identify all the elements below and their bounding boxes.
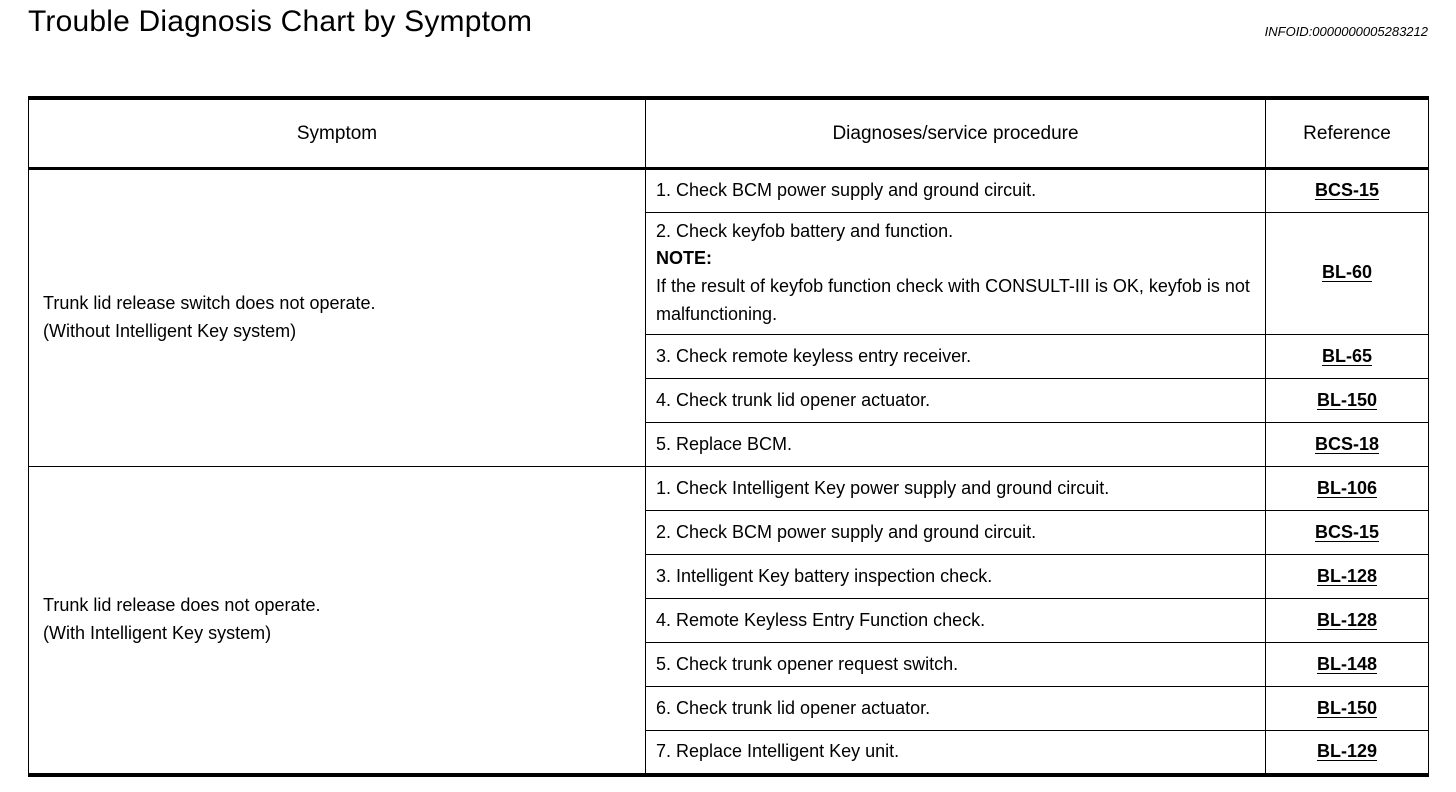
procedure-cell: 4. Remote Keyless Entry Function check. xyxy=(646,599,1266,643)
reference-cell xyxy=(1266,423,1429,467)
symptom-line: (With Intelligent Key system) xyxy=(43,622,272,643)
procedure-line: 2. Check keyfob battery and function. xyxy=(656,220,954,241)
symptom-line: Trunk lid release does not operate. xyxy=(43,594,321,615)
symptom-line: Trunk lid release switch does not operate. xyxy=(43,292,376,313)
procedure-cell: 3. Intelligent Key battery inspection check. xyxy=(646,555,1266,599)
symptom-cell xyxy=(29,467,646,775)
reference-link[interactable]: BL-60 xyxy=(1321,262,1372,283)
symptom-cell xyxy=(29,168,646,467)
reference-cell xyxy=(1266,168,1429,212)
header-symptom: Symptom xyxy=(29,98,646,168)
reference-cell xyxy=(1266,643,1429,687)
procedure-cell: 5. Replace BCM. xyxy=(646,423,1266,467)
procedure-cell: 6. Check trunk lid opener actuator. xyxy=(646,687,1266,731)
reference-link[interactable]: BL-150 xyxy=(1316,697,1378,718)
reference-link[interactable]: BCS-15 xyxy=(1314,521,1380,542)
reference-link[interactable]: BCS-15 xyxy=(1314,179,1380,200)
reference-link[interactable]: BL-128 xyxy=(1316,565,1378,586)
procedure-cell: 1. Check Intelligent Key power supply and ground circuit. xyxy=(646,467,1266,511)
reference-cell xyxy=(1266,555,1429,599)
reference-cell xyxy=(1266,511,1429,555)
reference-link[interactable]: BL-148 xyxy=(1316,653,1378,674)
reference-link[interactable]: BL-150 xyxy=(1316,389,1378,410)
symptom-line: (Without Intelligent Key system) xyxy=(43,320,297,341)
reference-cell xyxy=(1266,731,1429,775)
reference-link[interactable]: BL-106 xyxy=(1316,477,1378,498)
procedure-cell xyxy=(646,212,1266,335)
procedure-cell: 5. Check trunk opener request switch. xyxy=(646,643,1266,687)
table-header-row xyxy=(29,98,1429,168)
header-procedure: Diagnoses/service procedure xyxy=(646,98,1266,168)
page-header xyxy=(28,4,1428,40)
reference-cell xyxy=(1266,687,1429,731)
reference-link[interactable]: BL-128 xyxy=(1316,609,1378,630)
table-row xyxy=(29,168,1429,212)
reference-link[interactable]: BL-65 xyxy=(1321,345,1372,366)
reference-cell xyxy=(1266,379,1429,423)
procedure-cell: 1. Check BCM power supply and ground circuit. xyxy=(646,168,1266,212)
infoid-label: INFOID:0000000005283212 xyxy=(1264,24,1428,39)
procedure-cell: 4. Check trunk lid opener actuator. xyxy=(646,379,1266,423)
table-row xyxy=(29,467,1429,511)
diagnosis-table xyxy=(28,96,1429,777)
procedure-cell: 2. Check BCM power supply and ground circuit. xyxy=(646,511,1266,555)
procedure-cell: 3. Check remote keyless entry receiver. xyxy=(646,335,1266,379)
page-title: Trouble Diagnosis Chart by Symptom xyxy=(28,5,533,38)
header-reference: Reference xyxy=(1266,98,1429,168)
reference-cell xyxy=(1266,212,1429,335)
note-text: If the result of keyfob function check with CONSULT-III is OK, keyfob is not malfunctioning. xyxy=(656,276,1250,325)
reference-link[interactable]: BCS-18 xyxy=(1314,433,1380,454)
reference-cell xyxy=(1266,599,1429,643)
procedure-cell: 7. Replace Intelligent Key unit. xyxy=(646,731,1266,775)
note-label: NOTE: xyxy=(656,248,712,269)
reference-link[interactable]: BL-129 xyxy=(1316,740,1378,761)
reference-cell xyxy=(1266,335,1429,379)
reference-cell xyxy=(1266,467,1429,511)
